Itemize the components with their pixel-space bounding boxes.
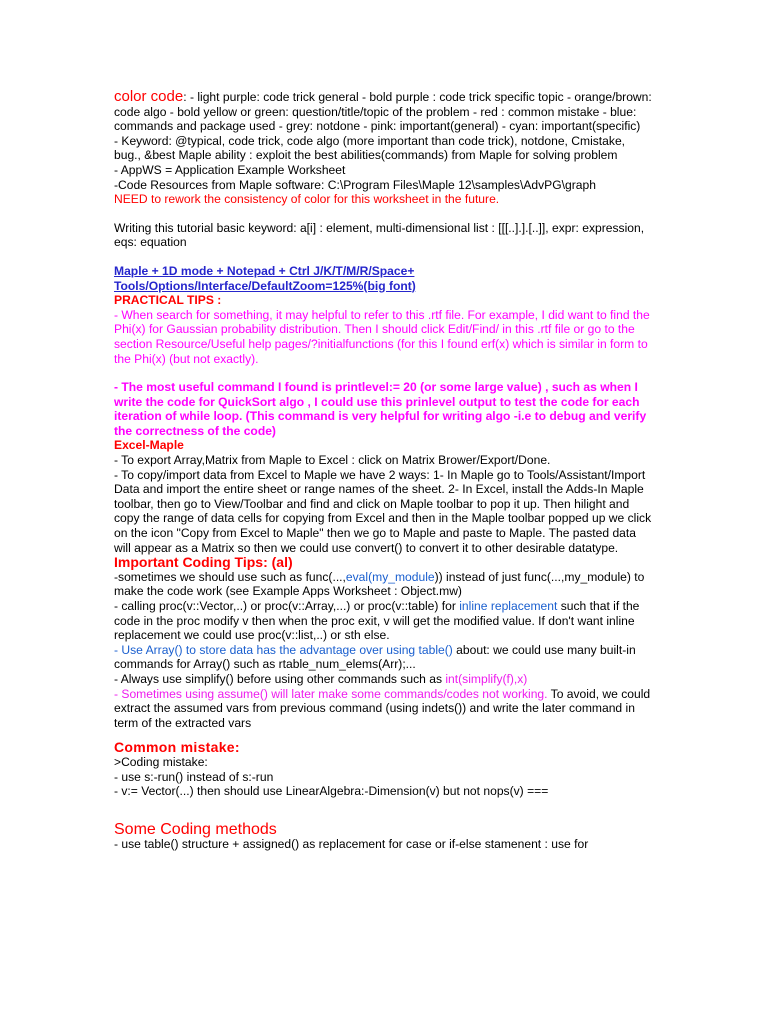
- coding-tip-array-highlight: - Use Array() to store data has the advantage over using table(): [114, 642, 453, 657]
- coding-tip-assume-highlight: - Sometimes using assume() will later make some commands/codes not working.: [114, 686, 548, 701]
- practical-tip-printlevel: - The most useful command I found is printlevel:= 20 (or some large value) , such as when I write the code for QuickSort algo , I could use this prinlevel output to test the code for each iteration of while loop. (This command is very helpful for writing algo -i.e to debug and verify the correctness of the code): [114, 380, 647, 438]
- resources-line: -Code Resources from Maple software: C:\Program Files\Maple 12\samples\AdvPG\graph: [114, 177, 596, 192]
- common-mistake-heading: Common mistake:: [114, 739, 240, 756]
- coding-tip-eval-text-a: -sometimes we should use such as func(...,: [114, 569, 346, 584]
- maple-mode-link[interactable]: Maple + 1D mode + Notepad + Ctrl J/K/T/M/R/Space+ Tools/Options/Interface/DefaultZoom=125%(big font): [114, 263, 416, 293]
- coding-tip-inline-text-a: - calling proc(v::Vector,..) or proc(v::Array,...) or proc(v::table) for: [114, 599, 460, 613]
- coding-tip-simplify: [114, 672, 654, 687]
- color-code-paragraph: [114, 90, 654, 134]
- coding-tip-eval: [114, 570, 654, 599]
- tutorial-keywords: Writing this tutorial basic keyword: a[i] : element, multi-dimensional list : [[[..].].[..]], expr: expression, eqs: equation: [114, 220, 645, 250]
- coding-tip-array: [114, 643, 654, 672]
- common-mistake-line-3: - v:= Vector(...) then should use LinearAlgebra:-Dimension(v) but not nops(v) ===: [114, 784, 549, 799]
- keyword-line: - Keyword: @typical, code trick, code algo (more important than code trick), notdone, Cmistake, bug., &best Maple ability : exploit the best abilities(commands) from Maple for solving problem: [114, 133, 626, 163]
- coding-tip-inline-text-c: such that if the code in the proc modify v then when the proc exit, v will get the modified value. If don't want inline replacement we could use proc(v::list,..) or sth else.: [114, 599, 640, 643]
- coding-tip-inline-highlight: inline replacement: [459, 599, 558, 613]
- color-code-label: color code: [114, 88, 184, 105]
- color-code-text: : - light purple: code trick general - bold purple : code trick specific topic - orange/brown: code algo - bold yellow or green: question/title/topic of the problem - red : common mistake - blue: commands and package used - grey: notdone - pink: important(general) - cyan: important(specific): [114, 90, 652, 134]
- coding-tip-simplify-highlight: int(simplify(f),x): [445, 671, 528, 686]
- excel-export-line: - To export Array,Matrix from Maple to Excel : click on Matrix Brower/Export/Done.: [114, 453, 551, 468]
- coding-tip-array-text: about: we could use many built-in commands for Array() such as rtable_num_elems(Arr);...: [114, 642, 636, 672]
- practical-tips-heading: PRACTICAL TIPS :: [114, 293, 222, 308]
- coding-tips-heading: Important Coding Tips: (al): [114, 554, 293, 571]
- appws-line: - AppWS = Application Example Worksheet: [114, 162, 346, 177]
- common-mistake-line-2: - use s:-run() instead of s:-run: [114, 769, 274, 784]
- coding-methods-line-1: - use table() structure + assigned() as replacement for case or if-else stamenent : use for: [114, 837, 589, 852]
- common-mistake-line-1: >Coding mistake:: [114, 754, 208, 769]
- coding-tip-assume: [114, 687, 654, 731]
- coding-tip-simplify-text: - Always use simplify() before using other commands such as: [114, 671, 446, 686]
- excel-import-line: - To copy/import data from Excel to Maple we have 2 ways: 1- In Maple go to Tools/Assistant/Import Data and import the entire sheet or range names of the sheet. 2- In Excel, install the Adds-In Maple toolbar, then go to View/Toolbar and find and click on Maple toolbar to pop it up. Then hilight and copy the range of data cells for copying from Excel and then in the Maple toolbar popped up we click on the icon "Copy from Excel to Maple" then we go to Maple and paste to Maple. The pasted data will appear as a Matrix so then we could use convert() to convert it to other desirable datatype.: [114, 467, 652, 555]
- coding-tip-inline: [114, 599, 654, 643]
- practical-tip-search: - When search for something, it may helpful to refer to this .rtf file. For example, I did want to find the Phi(x) for Gaussian probability distribution. Then I should click Edit/Find/ in this .rtf file or go to the section Resource/Useful help pages/?initialfunctions (for this I found erf(x) which is similar in form to the Phi(x) (but not exactly).: [114, 307, 650, 366]
- coding-methods-heading: Some Coding methods: [114, 820, 277, 838]
- need-rework-note: NEED to rework the consistency of color for this worksheet in the future.: [114, 192, 500, 207]
- excel-maple-heading: Excel-Maple: [114, 438, 184, 453]
- document-page: [114, 90, 654, 852]
- coding-tip-eval-text-c: )) instead of just func(...,my_module) to make the code work (see Example Apps Worksheet : Object.mw): [114, 569, 645, 599]
- coding-tip-eval-highlight: eval(my_module: [345, 569, 435, 584]
- coding-tip-assume-text: To avoid, we could extract the assumed vars from previous command (using indets()) and write the later command in term of the extracted vars: [114, 686, 651, 730]
